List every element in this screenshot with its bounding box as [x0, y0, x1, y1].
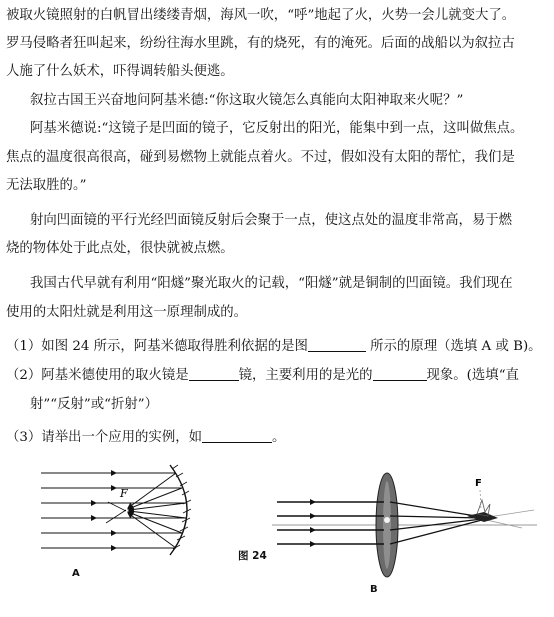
reflected-rays [128, 473, 186, 548]
question-2-text: （2）阿基米德使用的取火镜是 [6, 368, 189, 383]
question-3-text: （3）请举出一个应用的实例，如 [6, 430, 202, 445]
question-3 [6, 428, 548, 448]
focus-marker [480, 490, 481, 510]
figure-a-concave-mirror [36, 455, 216, 575]
incident-rays-continued [96, 473, 186, 548]
passage-line-10: 我国古代早就有利用“阳燧”聚光取火的记载，“阳燧”就是铜制的凹面镜。我们现在 [30, 276, 513, 291]
incident-rays [41, 473, 116, 548]
figure-label-b: B [370, 584, 378, 595]
passage-line-5: 阿基米德说:“这镜子是凹面的镜子，它反射出的阳光，能集中到一点，这叫做焦点。 [30, 121, 524, 136]
passage-line-6: 焦点的温度很高很高，碰到易燃物上就能点着火。不过，假如没有太阳的帮忙，我们是 [6, 150, 515, 165]
passage-line-9: 烧的物体处于此点处，很快就被点燃。 [6, 241, 234, 256]
figure-caption: 图 24 [238, 550, 267, 562]
figure-label-a: A [72, 568, 80, 579]
passage-line-8: 射向凹面镜的平行光经凹面镜反射后会聚于一点，使这点处的温度非常高，易于燃 [30, 213, 513, 228]
focus-label-b: F [475, 478, 482, 489]
focus-label-a: F [120, 487, 128, 500]
question-1-blank[interactable] [308, 337, 366, 352]
passage-line-7: 无法取胜的。” [6, 178, 87, 193]
passage-line-3: 人施了什么妖术，吓得调转船头便逃。 [6, 64, 234, 79]
question-2-suffix: 现象。(选填“直 [426, 368, 519, 383]
passage-line-2: 罗马侵略者狂叫起来，纷纷往海水里跳，有的烧死，有的淹死。后面的战船以为叙拉古 [6, 36, 515, 51]
lens-center [384, 517, 390, 523]
concave-mirror [170, 465, 187, 555]
passage-line-11: 使用的太阳灶就是利用这一原理制成的。 [6, 305, 248, 320]
question-1 [6, 337, 548, 357]
lens-highlight [383, 481, 391, 569]
question-2-blank-1[interactable] [189, 366, 239, 381]
question-1-text: （1）如图 24 所示，阿基米德取得胜利依据的是图 [6, 339, 308, 354]
incoming-rays [277, 502, 384, 544]
rays-beyond-focus [106, 502, 126, 523]
figure-b-convex-lens [272, 470, 542, 582]
passage-line-1: 被取火镜照射的白帆冒出缕缕青烟，海风一吹，“呼”地起了火，火势一会儿就变大了。 [6, 8, 516, 23]
question-3-blank[interactable] [202, 428, 272, 443]
refracted-rays [390, 502, 482, 544]
question-2-continued: 射”“反射”或“折射”） [30, 397, 158, 412]
question-2 [6, 366, 548, 386]
question-3-suffix: 。 [272, 430, 286, 445]
question-1-suffix: 所示的原理（选填 A 或 B)。 [370, 339, 542, 354]
question-2-mid: 镜，主要利用的是光的 [238, 368, 373, 383]
question-2-blank-2[interactable] [373, 366, 427, 381]
incoming-ray-arrows [310, 499, 316, 547]
passage-line-4: 叙拉古国王兴奋地问阿基米德:“你这取火镜怎么真能向太阳神取来火呢？” [30, 93, 464, 108]
